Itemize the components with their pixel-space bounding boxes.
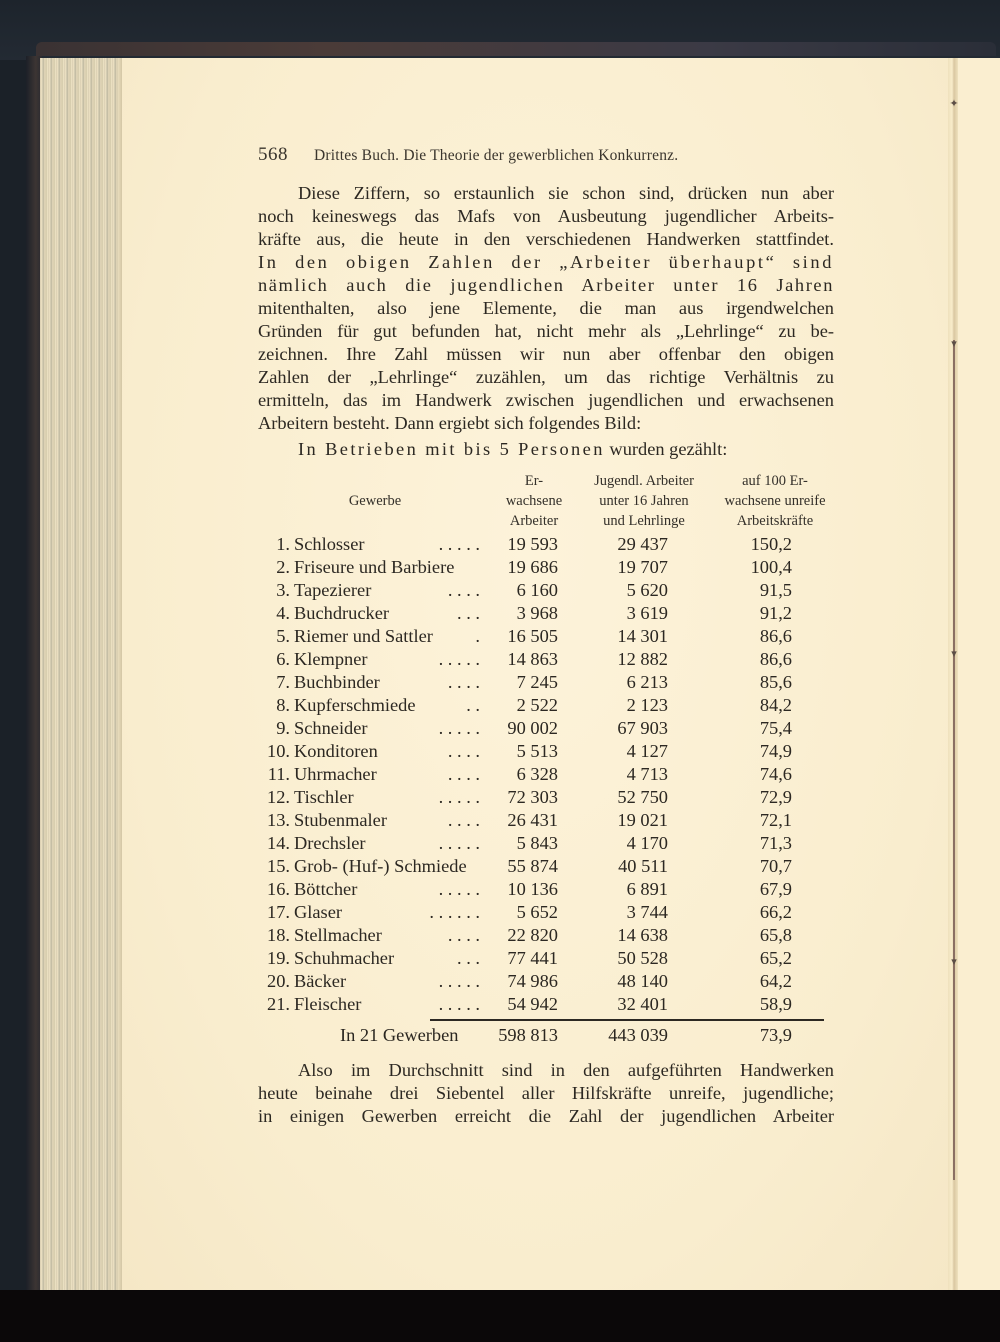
erwachsene-value: 54 942 xyxy=(507,994,558,1014)
leader-dots: . . . . xyxy=(447,764,480,784)
erwachsene-value: 2 522 xyxy=(516,695,558,715)
header-per-100 xyxy=(710,471,840,531)
table-row xyxy=(258,993,838,1016)
header-jugendliche xyxy=(578,471,710,531)
table-row xyxy=(258,717,838,740)
row-number: 3. xyxy=(276,580,290,600)
jugendliche-value: 4 127 xyxy=(626,741,668,761)
header-line: Arbeiter xyxy=(509,513,559,529)
row-number: 6. xyxy=(276,649,290,669)
erwachsene-value: 19 686 xyxy=(507,557,558,577)
row-number: 1. xyxy=(276,534,290,554)
table-row xyxy=(258,970,838,993)
total-label: In 21 Gewerben xyxy=(340,1025,459,1045)
page-stack-edges xyxy=(40,58,124,1290)
trade-name: Riemer und Sattler xyxy=(294,626,433,646)
leader-dots: . . . . . xyxy=(438,649,480,669)
jugendliche-value: 5 620 xyxy=(626,580,668,600)
erwachsene-value: 10 136 xyxy=(507,879,558,899)
jugendliche-value: 29 437 xyxy=(617,534,668,554)
trade-name: Grob- (Huf-) Schmiede xyxy=(294,856,467,876)
trade-name: Buchdrucker xyxy=(294,603,389,623)
text-line: zeichnen. Ihre Zahl müssen wir nun aber offenbar den obigen xyxy=(258,344,834,364)
row-number: 15. xyxy=(267,856,290,876)
trade-name: Schneider xyxy=(294,718,368,738)
text-line: Diese Ziffern, so erstaunlich sie schon sind, drücken nun aber xyxy=(298,183,834,203)
erwachsene-value: 7 245 xyxy=(516,672,558,692)
binding-knot: ✦ xyxy=(949,98,959,110)
text-line: Gründen für gut befunden hat, nicht mehr als „Lehrlinge“ zu be- xyxy=(258,321,834,341)
table-caption-spaced: In Betrieben mit bis 5 Personen xyxy=(298,439,605,459)
trade-name: Stubenmaler xyxy=(294,810,387,830)
row-number: 13. xyxy=(267,810,290,830)
erwachsene-value: 22 820 xyxy=(507,925,558,945)
header-line: auf 100 Er- xyxy=(742,473,808,489)
erwachsene-value: 6 328 xyxy=(516,764,558,784)
erwachsene-value: 14 863 xyxy=(507,649,558,669)
erwachsene-value: 16 505 xyxy=(507,626,558,646)
jugendliche-value: 3 744 xyxy=(626,902,668,922)
trade-name: Böttcher xyxy=(294,879,358,899)
header-line: Er- xyxy=(524,473,544,489)
per-100-value: 100,4 xyxy=(750,557,792,577)
trade-name: Schuhmacher xyxy=(294,948,395,968)
leader-dots: . . . . . xyxy=(438,718,480,738)
trade-name: Stellmacher xyxy=(294,925,382,945)
table-row xyxy=(258,763,838,786)
jugendliche-value: 14 638 xyxy=(617,925,668,945)
erwachsene-value: 26 431 xyxy=(507,810,558,830)
total-rule xyxy=(430,1019,824,1021)
text-line: Arbeitern besteht. Dann ergiebt sich folgendes Bild: xyxy=(258,413,642,433)
binding-knot: ▾ xyxy=(951,338,957,350)
jugendliche-value: 50 528 xyxy=(617,948,668,968)
table-row xyxy=(258,924,838,947)
leader-dots: . . . . . . xyxy=(429,902,480,922)
row-number: 19. xyxy=(267,948,290,968)
jugendliche-value: 6 891 xyxy=(626,879,668,899)
table-row xyxy=(258,556,838,579)
erwachsene-value: 77 441 xyxy=(507,948,558,968)
per-100-value: 71,3 xyxy=(759,833,792,853)
leader-dots: . xyxy=(475,626,480,646)
leader-dots: . . . xyxy=(457,603,480,623)
header-line: Arbeitskräfte xyxy=(736,513,814,529)
row-number: 21. xyxy=(267,994,290,1014)
trade-name: Fleischer xyxy=(294,994,362,1014)
row-number: 9. xyxy=(276,718,290,738)
trade-name: Klempner xyxy=(294,649,368,669)
binding-thread xyxy=(953,340,955,1180)
text-line: heute beinahe drei Siebentel aller Hilfskräfte unreife, jugendliche; xyxy=(258,1083,834,1103)
text-line: ermitteln, das im Handwerk zwischen jugendlichen und erwachsenen xyxy=(258,390,834,410)
table-caption xyxy=(298,439,727,460)
erwachsene-value: 6 160 xyxy=(516,580,558,600)
per-100-value: 75,4 xyxy=(759,718,792,738)
trade-name: Schlosser xyxy=(294,534,365,554)
per-100-value: 64,2 xyxy=(759,971,792,991)
row-number: 14. xyxy=(267,833,290,853)
trade-name: Glaser xyxy=(294,902,342,922)
table-row xyxy=(258,648,838,671)
per-100-value: 86,6 xyxy=(759,649,792,669)
leader-dots: . . . . . xyxy=(438,534,480,554)
jugendliche-value: 48 140 xyxy=(617,971,668,991)
trade-name: Drechsler xyxy=(294,833,366,853)
per-100-value: 67,9 xyxy=(759,879,792,899)
trade-name: Friseure und Barbiere xyxy=(294,557,455,577)
jugendliche-value: 32 401 xyxy=(617,994,668,1014)
row-number: 7. xyxy=(276,672,290,692)
table-row xyxy=(258,533,838,556)
leader-dots: . . . . . xyxy=(438,879,480,899)
text-line-spaced: In den obigen Zahlen der „Arbeiter überhaupt“ sind xyxy=(258,252,834,272)
header-gewerbe: Gewerbe xyxy=(348,493,402,509)
facing-page-edge xyxy=(958,58,1000,1290)
jugendliche-value: 12 882 xyxy=(617,649,668,669)
jugendliche-value: 52 750 xyxy=(617,787,668,807)
leader-dots: . . . . xyxy=(447,810,480,830)
chapter-title: Drittes Buch. Die Theorie der gewerblichen Konkurrenz. xyxy=(314,147,679,164)
leader-dots: . . . xyxy=(457,948,480,968)
leader-dots: . . . . xyxy=(447,925,480,945)
book-cover-edge xyxy=(36,42,996,56)
trade-name: Tapezierer xyxy=(294,580,372,600)
jugendliche-value: 67 903 xyxy=(617,718,668,738)
header-erwachsene xyxy=(494,471,574,531)
erwachsene-value: 5 652 xyxy=(516,902,558,922)
table-row xyxy=(258,671,838,694)
table-row xyxy=(258,855,838,878)
row-number: 17. xyxy=(267,902,290,922)
background-shadow xyxy=(0,1290,1000,1342)
jugendliche-value: 4 713 xyxy=(626,764,668,784)
text-line: Zahlen der „Lehrlinge“ zuzählen, um das richtige Verhältnis zu xyxy=(258,367,834,387)
trade-name: Uhrmacher xyxy=(294,764,377,784)
row-number: 4. xyxy=(276,603,290,623)
paragraph-1 xyxy=(258,182,834,435)
per-100-value: 86,6 xyxy=(759,626,792,646)
leader-dots: . . xyxy=(466,695,480,715)
header-line: Jugendl. Arbeiter xyxy=(594,473,694,489)
text-line: mitenthalten, also jene Elemente, die man aus irgendwelchen xyxy=(258,298,834,318)
leader-dots: . . . . xyxy=(447,741,480,761)
table-caption-rest: wurden gezählt: xyxy=(604,439,728,459)
per-100-value: 65,8 xyxy=(759,925,792,945)
leader-dots: . . . . . xyxy=(438,994,480,1014)
table-row xyxy=(258,878,838,901)
table-row xyxy=(258,901,838,924)
row-number: 18. xyxy=(267,925,290,945)
jugendliche-value: 3 619 xyxy=(626,603,668,623)
page-number: 568 xyxy=(258,144,288,165)
total-row xyxy=(258,1024,838,1048)
table-row xyxy=(258,579,838,602)
trade-name: Tischler xyxy=(294,787,354,807)
per-100-value: 150,2 xyxy=(750,534,792,554)
row-number: 20. xyxy=(267,971,290,991)
leader-dots: . . . . xyxy=(447,672,480,692)
erwachsene-value: 55 874 xyxy=(507,856,558,876)
total-jugendliche: 443 039 xyxy=(608,1025,668,1045)
total-per-100: 73,9 xyxy=(759,1025,792,1045)
trade-name: Konditoren xyxy=(294,741,378,761)
per-100-value: 74,6 xyxy=(759,764,792,784)
per-100-value: 72,1 xyxy=(759,810,792,830)
text-line: kräfte aus, die heute in den verschiedenen Handwerken stattfindet. xyxy=(258,229,834,249)
row-number: 12. xyxy=(267,787,290,807)
erwachsene-value: 72 303 xyxy=(507,787,558,807)
total-erwachsene: 598 813 xyxy=(498,1025,558,1045)
per-100-value: 70,7 xyxy=(759,856,792,876)
header-line: unter 16 Jahren xyxy=(599,493,689,509)
leader-dots: . . . . . xyxy=(438,787,480,807)
per-100-value: 74,9 xyxy=(759,741,792,761)
per-100-value: 85,6 xyxy=(759,672,792,692)
erwachsene-value: 3 968 xyxy=(516,603,558,623)
text-line: noch keineswegs das Mafs von Ausbeutung jugendlicher Arbeits- xyxy=(258,206,834,226)
erwachsene-value: 90 002 xyxy=(507,718,558,738)
jugendliche-value: 19 021 xyxy=(617,810,668,830)
running-head xyxy=(258,144,858,166)
table-row xyxy=(258,809,838,832)
per-100-value: 91,5 xyxy=(759,580,792,600)
table-row xyxy=(258,947,838,970)
jugendliche-value: 14 301 xyxy=(617,626,668,646)
text-line: in einigen Gewerben erreicht die Zahl der jugendlichen Arbeiter xyxy=(258,1106,834,1126)
per-100-value: 66,2 xyxy=(759,902,792,922)
jugendliche-value: 6 213 xyxy=(626,672,668,692)
per-100-value: 58,9 xyxy=(759,994,792,1014)
trade-name: Bäcker xyxy=(294,971,347,991)
row-number: 2. xyxy=(276,557,290,577)
leader-dots: . . . . . xyxy=(438,971,480,991)
leader-dots: . . . . xyxy=(447,580,480,600)
table-row xyxy=(258,625,838,648)
text-line-spaced: nämlich auch die jugendlichen Arbeiter unter 16 Jahren xyxy=(258,275,834,295)
binding-knot: ▾ xyxy=(951,956,957,968)
erwachsene-value: 5 843 xyxy=(516,833,558,853)
header-line: wachsene xyxy=(505,493,563,509)
table-row xyxy=(258,740,838,763)
table-row xyxy=(258,694,838,717)
erwachsene-value: 74 986 xyxy=(507,971,558,991)
row-number: 5. xyxy=(276,626,290,646)
paragraph-2 xyxy=(258,1059,834,1128)
erwachsene-value: 5 513 xyxy=(516,741,558,761)
jugendliche-value: 40 511 xyxy=(618,856,668,876)
jugendliche-value: 19 707 xyxy=(617,557,668,577)
header-line: und Lehrlinge xyxy=(603,513,685,529)
row-number: 16. xyxy=(267,879,290,899)
per-100-value: 84,2 xyxy=(759,695,792,715)
text-line: Also im Durchschnitt sind in den aufgeführten Handwerken xyxy=(298,1060,834,1080)
trade-name: Buchbinder xyxy=(294,672,380,692)
erwachsene-value: 19 593 xyxy=(507,534,558,554)
jugendliche-value: 4 170 xyxy=(626,833,668,853)
jugendliche-value: 2 123 xyxy=(626,695,668,715)
table-row xyxy=(258,786,838,809)
per-100-value: 72,9 xyxy=(759,787,792,807)
trade-name: Kupferschmiede xyxy=(294,695,416,715)
data-table xyxy=(258,533,838,1016)
row-number: 10. xyxy=(267,741,290,761)
binding-knot: ▾ xyxy=(951,648,957,660)
table-row xyxy=(258,602,838,625)
table-row xyxy=(258,832,838,855)
per-100-value: 65,2 xyxy=(759,948,792,968)
row-number: 11. xyxy=(267,764,290,784)
leader-dots: . . . . . xyxy=(438,833,480,853)
per-100-value: 91,2 xyxy=(759,603,792,623)
header-line: wachsene unreife xyxy=(724,493,826,509)
row-number: 8. xyxy=(276,695,290,715)
